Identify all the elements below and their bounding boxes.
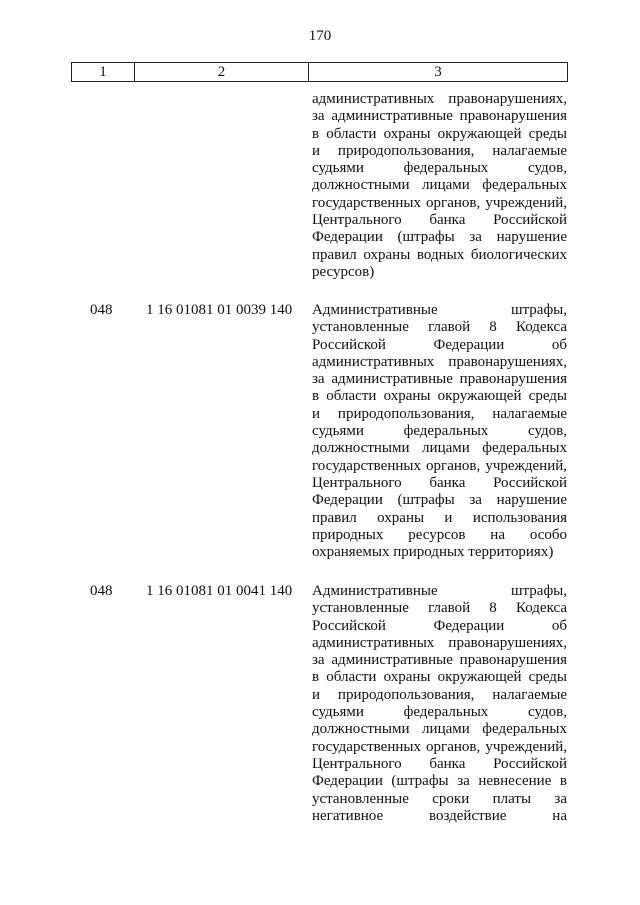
description-line: правил охраны водных биологических	[312, 246, 567, 263]
description-line: и природопользования, налагаемые	[312, 405, 567, 422]
description-line: Центрального банка Российской	[312, 212, 567, 229]
page-number: 170	[308, 28, 332, 44]
description-line: установленные сроки платы за	[312, 790, 567, 807]
description-line: судьями федеральных судов,	[312, 704, 567, 721]
admin-code: 048	[90, 302, 113, 318]
description-line: административных правонарушениях,	[312, 91, 567, 107]
table-header	[71, 62, 568, 82]
description-line: за административные правонарушения	[312, 371, 567, 388]
description-line: государственных органов, учреждений,	[312, 738, 567, 755]
description-line: природных ресурсов на особо	[312, 526, 567, 543]
description-line: негативное воздействие на	[312, 807, 567, 824]
description-line: судьями федеральных судов,	[312, 160, 567, 177]
description-line: установленные главой 8 Кодекса	[312, 319, 567, 336]
budget-classification-code: 1 16 01081 01 0041 140	[146, 583, 293, 599]
description-line: и природопользования, налагаемые	[312, 686, 567, 703]
description-line: в области охраны окружающей среды	[312, 669, 567, 686]
budget-classification-code: 1 16 01081 01 0039 140	[146, 302, 293, 318]
description-line: Федерации (штрафы за невнесение в	[312, 773, 567, 790]
description-line: должностными лицами федеральных	[312, 177, 567, 194]
revenue-description	[312, 583, 567, 825]
description-line: должностными лицами федеральных	[312, 721, 567, 738]
description-line: Административные штрафы,	[312, 583, 567, 599]
description-line: Российской Федерации об	[312, 336, 567, 353]
description-line: и природопользования, налагаемые	[312, 142, 567, 159]
description-line: Центрального банка Российской	[312, 474, 567, 491]
description-line: судьями федеральных судов,	[312, 423, 567, 440]
description-line: административных правонарушениях,	[312, 634, 567, 651]
description-line: административных правонарушениях,	[312, 353, 567, 370]
description-line: должностными лицами федеральных	[312, 440, 567, 457]
description-line: Федерации (штрафы за нарушение	[312, 492, 567, 509]
description-line: правил охраны и использования	[312, 509, 567, 526]
description-line: ресурсов)	[312, 263, 375, 280]
description-line: Российской Федерации об	[312, 617, 567, 634]
description-line: государственных органов, учреждений,	[312, 194, 567, 211]
description-line: Административные штрафы,	[312, 302, 567, 318]
description-line: Центрального банка Российской	[312, 755, 567, 772]
description-line: в области охраны окружающей среды	[312, 388, 567, 405]
description-line: установленные главой 8 Кодекса	[312, 600, 567, 617]
admin-code: 048	[90, 583, 113, 599]
header-col-1: 1	[72, 63, 135, 81]
header-col-2: 2	[135, 63, 309, 81]
header-col-3: 3	[434, 64, 442, 80]
revenue-description	[312, 302, 567, 561]
description-line: охраняемых природных территориях)	[312, 544, 554, 561]
description-line: Федерации (штрафы за нарушение	[312, 229, 567, 246]
description-line: за административные правонарушения	[312, 652, 567, 669]
description-line: за административные правонарушения	[312, 108, 567, 125]
description-line: государственных органов, учреждений,	[312, 457, 567, 474]
description-line: в области охраны окружающей среды	[312, 125, 567, 142]
revenue-description	[312, 91, 567, 281]
